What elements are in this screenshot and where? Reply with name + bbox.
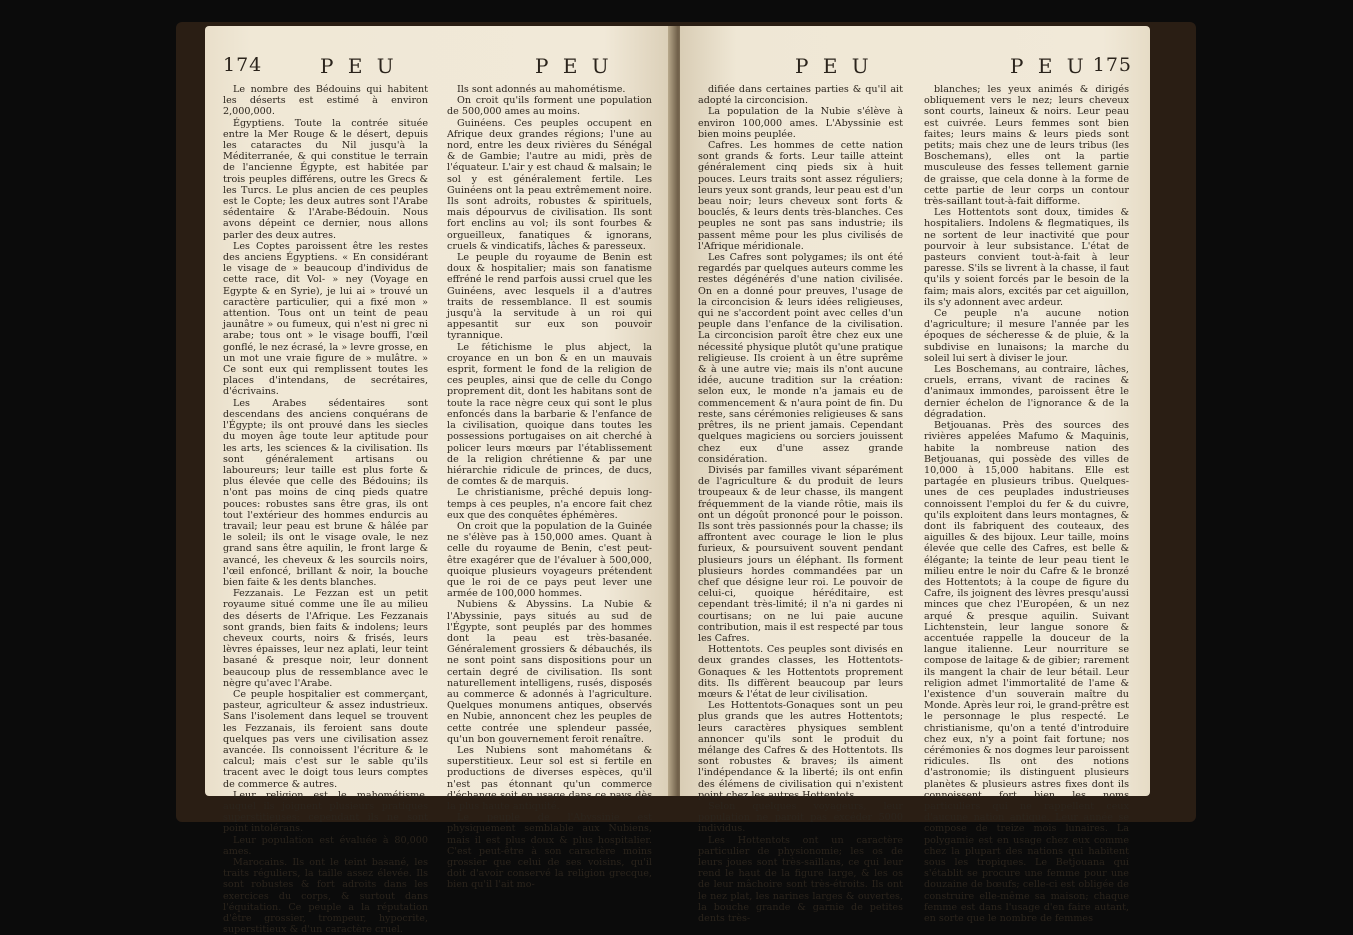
paragraph: Les Hottentots ont un caractère particulier de physionomie; les os de leurs joues sont très-saillans, ce qui leur rend le haut de la figure large, & les os de leur mâchoire sont très-étroits. Ils ont le nez plat, les narines larges & ouvertes, la bouche grande & garnie de petites dents très- — [698, 834, 903, 925]
paragraph: Leur religion est le mahométisme, auquel ils joignent plusieurs pratiques superstitieuses; cependant ils ne sont point intolérans. — [223, 789, 428, 835]
paragraph: Le peuple de l'Abyssinie est physiquement semblable aux Nubiens, mais il est plus doux & plus hospitalier. C'est peut-être à son caractère moins grossier que celui de ses voisins, qu'il doit d'avoir conservé la religion grecque, bien qu'il l'ait mo- — [447, 812, 652, 891]
paragraph: Betjouanas. Près des sources des rivières appelées Mafumo & Maquinis, habite la nombreuse nation des Betjouanas, qui possède des villes de 10,000 à 15,000 habitans. Elle est partagée en plusieurs tribus. Quelques-unes de ces peuplades industrieuses connoissent l'emploi du fer & du cuivre, qu'ils exploitent dans leurs montagnes, & dont ils fabriquent des couteaux, des aiguilles & des bijoux. Leur taille, moins élevée que celle des Cafres, est belle & élégante; la teinte de leur peau tient le milieu entre le noir du Cafre & le bronzé des Hottentots; à la coupe de figure du Cafre, ils joignent des lèvres presqu'aussi minces que chez l'Européen, & un nez arqué & presque aquilin. Suivant Lichtenstein, leur langue sonore & accentuée rappelle la douceur de la langue italienne. Leur nourriture se compose de laitage & de gibier; rarement ils mangent la chair de leur bétail. Leur religion admet l'immortalité de l'ame & l'existence d'un souverain maître du Monde. Après leur roi, le grand-prêtre est le personnage le plus respecté. Le christianisme, qu'on a tenté d'introduire chez eux, n'y a point fait fortune; nos cérémonies & nos dogmes leur paroissent ridicules. Ils ont des notions d'astronomie; ils distinguent plusieurs planètes & plusieurs astres fixes dont ils connoissent fort bien les noms particuliers qui ne rappellent ceux d'aucune nation antique. Leur année se compose de treize mois lunaires. La polygamie est en usage chez eux comme chez la plupart des nations qui habitent sous les tropiques. Le Betjouana qui s'établit se procure une femme pour une douzaine de bœufs; celle-ci est obligée de construire elle-même sa maison; chaque femme est dans l'usage d'en faire autant, en sorte que le nombre de femmes — [924, 420, 1129, 925]
paragraph: Ce peuple n'a aucune notion d'agriculture; il mesure l'année par les époques de sécheresse & de pluie, & la subdivise en lunaisons; la marche du soleil lui sert à diviser le jour. — [924, 308, 1129, 364]
paragraph: Ils sont adonnés au mahométisme. — [457, 84, 626, 95]
running-head: P E U — [1010, 54, 1088, 78]
left-page-column-1 — [223, 84, 428, 935]
right-page-header — [680, 54, 1150, 80]
right-page-column-2 — [924, 84, 1129, 925]
paragraph: Guinéens. Ces peuples occupent en Afrique deux grandes régions; l'une au nord, entre les deux rivières du Sénégal & de Gambie; l'autre au midi, près de l'équateur. L'air y est chaud & malsain; le sol y est généralement fertile. Les Guinéens ont la peau extrêmement noire. Ils sont adroits, robustes & spirituels, mais dépourvus de civilisation. Ils sont fort enclins au vol; ils sont fourbes & orgueilleux, fanatiques & ignorans, cruels & vindicatifs, lâches & paresseux. — [447, 117, 652, 252]
paragraph: Les Hottentots sont doux, timides & hospitaliers. Indolens & flegmatiques, ils ne sortent de leur inactivité que pour pourvoir à leur subsistance. L'état de pasteurs convient tout-à-fait à leur paresse. S'ils se livrent à la chasse, il faut qu'ils y soient forcés par le besoin de la faim; mais alors, excités par cet aiguillon, ils s'y adonnent avec ardeur. — [924, 207, 1129, 308]
paragraph: Cafres. Les hommes de cette nation sont grands & forts. Leur taille atteint généralement cinq pieds six à huit pouces. Leurs traits sont assez réguliers; leurs yeux sont grands, leur peau est d'un beau noir; leurs cheveux sont forts & bouclés, & leurs dents très-blanches. Ces peuples ne sont pas sans industrie; ils passent même pour les plus civilisés de l'Afrique méridionale. — [698, 140, 903, 252]
paragraph: Divisés par familles vivant séparément de l'agriculture & du produit de leurs troupeaux & de leur chasse, ils mangent fréquemment de la viande rôtie, mais ils ont un dégoût prononcé pour le poisson. Ils sont très passionnés pour la chasse; ils affrontent avec courage le lion le plus furieux, & poursuivent souvent pendant plusieurs jours un éléphant. Ils forment plusieurs hordes commandées par un chef que désigne leur roi. Le pouvoir de celui-ci, quoique héréditaire, est cependant très-limité; il n'a ni gardes ni courtisans; on ne lui paie aucune contribution, mais il est respecté par tous les Cafres. — [698, 464, 903, 644]
paragraph: On croit qu'ils forment une population de 500,000 ames au moins. — [447, 95, 652, 118]
paragraph: On croit que la population de la Guinée ne s'élève pas à 150,000 ames. Quant à celle du royaume de Benin, c'est peut-être exagérer que de l'évaluer à 500,000, quoique plusieurs voyageurs prétendent que le roi de ce pays peut lever une armée de 100,000 hommes. — [447, 520, 652, 600]
paragraph: Égyptiens. Toute la contrée située entre la Mer Rouge & le désert, depuis les cataractes du Nil jusqu'à la Méditerranée, & qui constitue le terrain de l'ancienne Égypte, est habitée par trois peuples différens, outre les Grecs & les Turcs. Le plus ancien de ces peuples est le Copte; les deux autres sont l'Arabe sédentaire & l'Arabe-Bédouin. Nous avons dépeint ce dernier, nous allons parler des deux autres. — [223, 117, 428, 241]
paragraph: Le nombre des Bédouins qui habitent les déserts est estimé à environ 2,000,000. — [223, 84, 428, 118]
paragraph: difiée dans certaines parties & qu'il ait adopté la circoncision. — [698, 84, 903, 107]
paragraph: Le christianisme, prêché depuis long-temps à ces peuples, n'a encore fait chez eux que des conquêtes éphémères. — [447, 487, 652, 521]
paragraph: Ce peuple hospitalier est commerçant, pasteur, agriculteur & assez industrieux. Sans l'isolement dans lequel se trouvent les Fezzanais, ils feroient sans doute quelques pas vers une civilisation assez avancée. Ils connoissent l'écriture & le calcul; mais c'est sur le sable qu'ils tracent avec le doigt tous leurs comptes de commerce & autres. — [223, 688, 428, 790]
paragraph: Les Cafres sont polygames; ils ont été regardés par quelques auteurs comme les restes dégénérés d'une nation civilisée. On en a donné pour preuves, l'usage de la circoncision & leurs idées religieuses, qui ne s'accordent point avec celles d'un peuple dans l'enfance de la civilisation. La circoncision paroît être chez eux une nécessité physique plutôt qu'une pratique religieuse. Ils croient à un être suprême & à une autre vie; mais ils n'ont aucune idée, aucune tradition sur la création: selon eux, le monde n'a jamais eu de commencement & n'aura point de fin. Du reste, sans cérémonies religieuses & sans prêtres, ils ne prient jamais. Cependant quelques magiciens ou sorciers jouissent chez eux d'une assez grande considération. — [698, 252, 903, 465]
right-page-column-1 — [698, 84, 903, 925]
paragraph: Hottentots. Ces peuples sont divisés en deux grandes classes, les Hottentots-Gonaques & les Hottentots proprement dits. Ils diffèrent beaucoup par leurs mœurs & l'état de leur civilisation. — [698, 644, 903, 700]
page-number: 175 — [1092, 54, 1132, 76]
left-page — [205, 26, 675, 935]
paragraph: Les Hottentots-Gonaques sont un peu plus grands que les autres Hottentots; leurs caractères physiques semblent annoncer qu'ils sont le produit du mélange des Cafres & des Hottentots. Ils sont robustes & braves; ils aiment l'indépendance & la liberté; ils ont enfin des élémens de civilisation qui n'existent point chez les autres Hottentots. — [698, 700, 903, 801]
paragraph: Les Boschemans, au contraire, lâches, cruels, errans, vivant de racines & d'animaux immondes, paroissent être le dernier échelon de l'ignorance & de la dégradation. — [924, 364, 1129, 420]
paragraph: Les Arabes sédentaires sont descendans des anciens conquérans de l'Égypte; ils ont prouvé dans les siecles du moyen âge toute leur aptitude pour les arts, les sciences & la civilisation. Ils sont généralement artisans ou laboureurs; leur taille est plus forte & plus élevée que celle des Bédouins; ils n'ont pas moins de cinq pieds quatre pouces: robustes sans être gras, ils ont tout l'extérieur des hommes endurcis au travail; leur peau est brune & hâlée par le soleil; ils ont le visage ovale, le nez grand sans être aquilin, le front large & avancé, les cheveux & les sourcils noirs, l'œil enfoncé, brillant & noir, la bouche bien faite & les dents blanches. — [223, 397, 428, 588]
paragraph: Le fétichisme le plus abject, la croyance en un bon & en un mauvais esprit, forment le fond de la religion de ces peuples, ainsi que de celle du Congo proprement dit, dont les habitans sont de toute la race nègre ceux qui sont le plus enfoncés dans la barbarie & l'enfance de la civilisation, quoique dans toutes les possessions portugaises on ait cherché à policer leurs mœurs par l'établissement de la religion chrétienne & par une hiérarchie ridicule de princes, de ducs, de comtes & de marquis. — [447, 341, 652, 488]
running-head: P E U — [320, 54, 398, 78]
page-number: 174 — [223, 54, 263, 76]
paragraph: Leur population est évaluée à 80,000 ames. — [223, 834, 428, 857]
right-page — [680, 26, 1150, 925]
paragraph: Fezzanais. Le Fezzan est un petit royaume situé comme une île au milieu des déserts de l'Afrique. Les Fezzanais sont grands, bien faits & indolens; leurs cheveux courts, noirs & frisés, leurs lèvres épaisses, leur nez aplati, leur teint basané & presque noir, leur donnent beaucoup plus de ressemblance avec le nègre qu'avec l'Arabe. — [223, 588, 428, 689]
paragraph: Selon quelques voyageurs, leur population ne paroit pas excéder 5000 individus. — [698, 801, 903, 835]
left-page-column-2 — [447, 84, 652, 891]
running-head: P E U — [795, 54, 873, 78]
paragraph: Marocains. Ils ont le teint basané, les traits réguliers, la taille assez élevée. Ils sont robustes & fort adroits dans les exercices du corps, & surtout dans l'équitation. Ce peuple a la réputation d'être grossier, trompeur, hypocrite, superstitieux & d'un caractère cruel. — [223, 857, 428, 935]
paragraph: Nubiens & Abyssins. La Nubie & l'Abyssinie, pays situés au sud de l'Égypte, sont peuplés par des hommes dont la peau est très-basanée. Généralement grossiers & débauchés, ils ne sont point sans dispositions pour un certain degré de civilisation. Ils sont naturellement intelligens, rusés, disposés au commerce & adonnés à l'agriculture. Quelques monumens antiques, observés en Nubie, annoncent chez les peuples de cette contrée une splendeur passée, qu'un bon gouvernement feroit renaître. — [447, 599, 652, 745]
paragraph: Les Nubiens sont mahométans & superstitieux. Leur sol est si fertile en productions de diverses espèces, qu'il n'est pas étonnant qu'un commerce d'échange soit en usage dans ce pays dès la plus haute antiquité. — [447, 744, 652, 812]
paragraph: Les Coptes paroissent être les restes des anciens Égyptiens. « En considérant le visage de » beaucoup d'individus de cette race, dit Vol- » ney (Voyage en Egypte & en Syrie), je lui ai » trouvé un caractère particulier, qui a fixé mon » attention. Tous ont un teint de peau jaunâtre » ou fumeux, qui n'est ni grec ni arabe; tous ont » le visage bouffi, l'œil gonflé, le nez écrasé, la » levre grosse, en un mot une vraie figure de » mulâtre. » Ce sont eux qui remplissent toutes les places d'intendans, de secrétaires, d'écrivains. — [223, 240, 428, 398]
paragraph: La population de la Nubie s'élève à environ 100,000 ames. L'Abyssinie est bien moins peuplée. — [698, 106, 903, 140]
paragraph: Le peuple du royaume de Benin est doux & hospitalier; mais son fanatisme effréné le rend parfois aussi cruel que les Guinéens, avec lesquels il a d'autres traits de ressemblance. Il est soumis jusqu'à la servitude à un roi qui appesantit sur eux son pouvoir tyrannique. — [447, 252, 652, 342]
paragraph: blanches; les yeux animés & dirigés obliquement vers le nez; leurs cheveux sont courts, laineux & noirs. Leur peau est cuivrée. Leurs femmes sont bien faites; leurs mains & leurs pieds sont petits; mais chez une de leurs tribus (les Boschemans), elles ont la partie musculeuse des fesses tellement garnie de graisse, que cela donne à la forme de cette partie de leur corps un contour très-saillant tout-à-fait difforme. — [924, 84, 1129, 208]
left-page-header — [205, 54, 675, 80]
running-head: P E U — [535, 54, 613, 78]
